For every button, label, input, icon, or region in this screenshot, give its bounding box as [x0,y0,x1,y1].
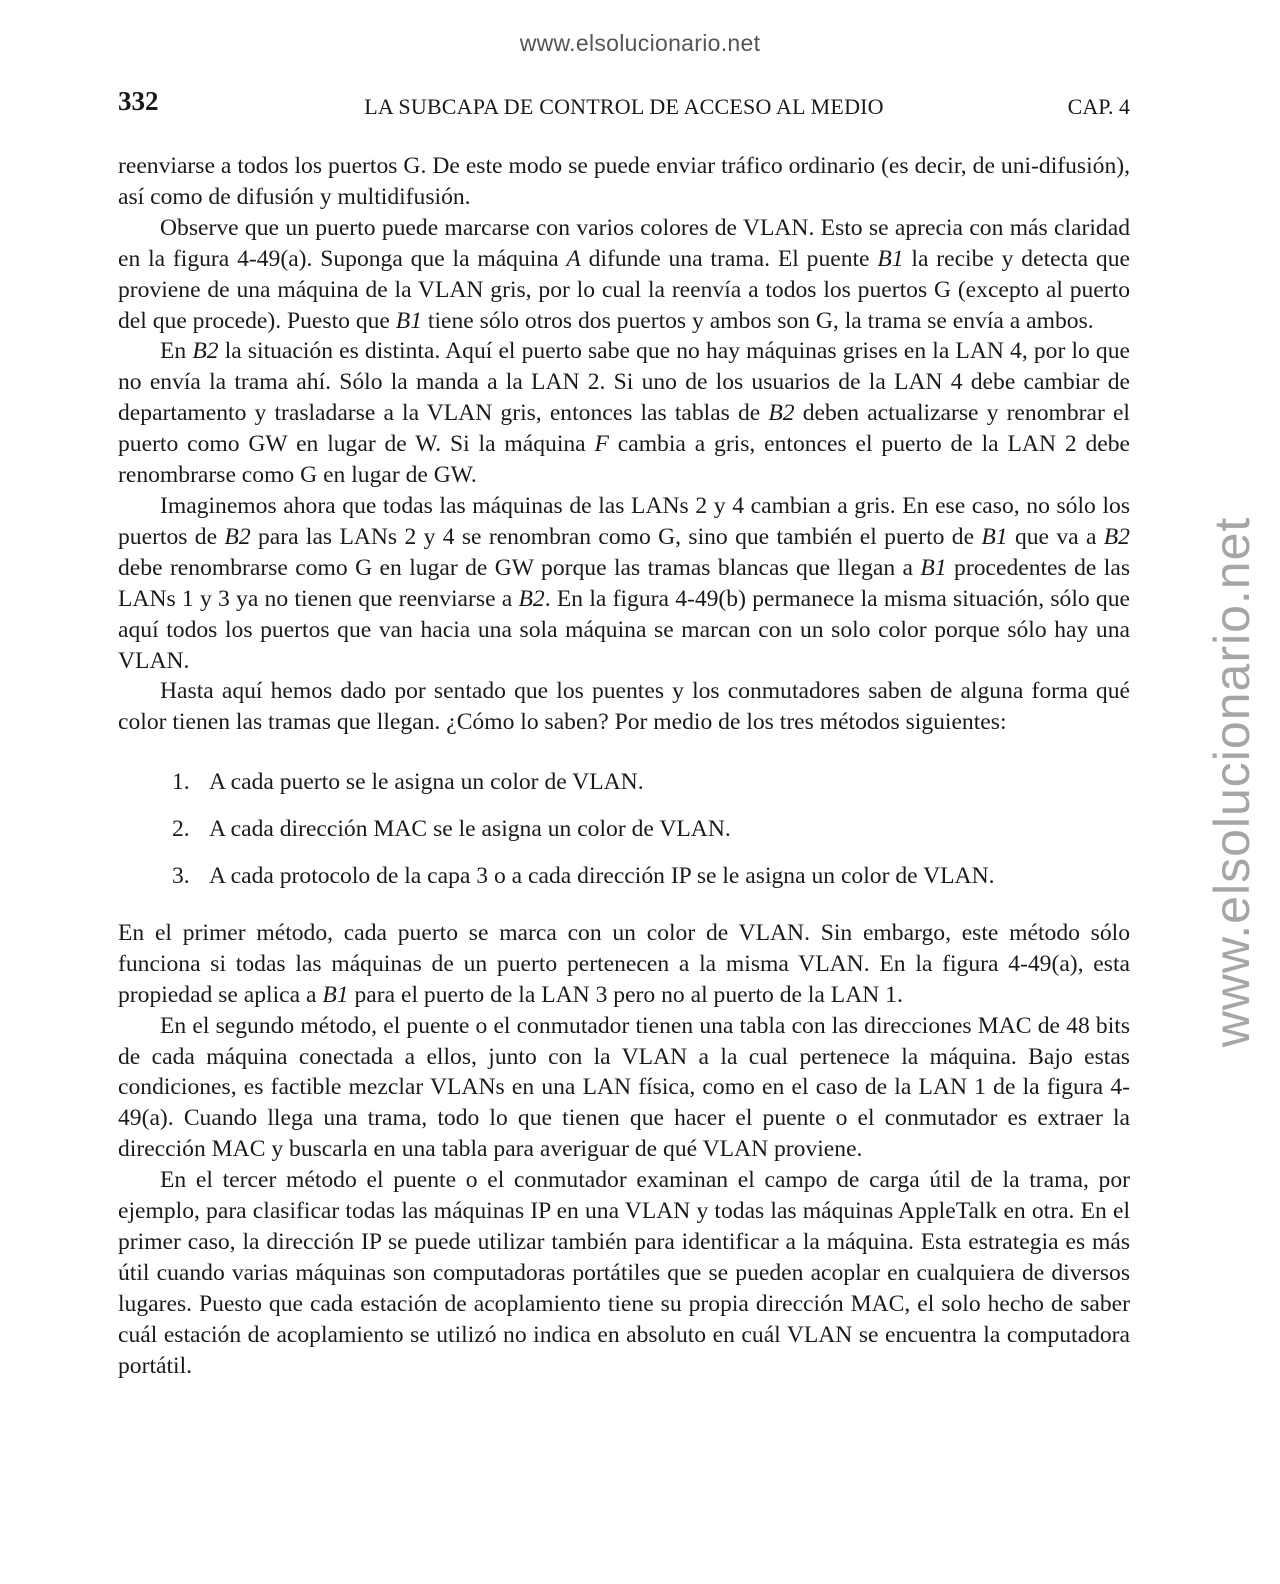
list-item: 3. A cada protocolo de la capa 3 o a cada dirección IP se le asigna un color de VLAN. [172,863,995,890]
list-item: 1. A cada puerto se le asigna un color de VLAN. [172,769,644,796]
running-head [118,86,1130,126]
page-number: 332 [118,86,159,116]
page-body [118,151,1130,1382]
methods-list [118,767,1130,892]
watermark-top: www.elsolucionario.net [519,30,761,56]
paragraph-5: Hasta aquí hemos dado por sentado que los puentes y los conmutadores saben de alguna forma qué color tienen las tramas que llegan. ¿Cómo lo saben? Por medio de los tres métodos siguientes: [118,678,1130,736]
list-item: 2. A cada dirección MAC se le asigna un color de VLAN. [172,816,731,843]
paragraph-6: En el primer método, cada puerto se marca con un color de VLAN. Sin embargo, este método sólo funciona si todas las máquinas de un puerto pertenecen a la misma VLAN. En la figura 4-49(a), esta propiedad se aplica a B1 para el puerto de la LAN 3 pero no al puerto de la LAN 1. [118,919,1130,1008]
paragraph-2: Observe que un puerto puede marcarse con varios colores de VLAN. Esto se aprecia con más claridad en la figura 4-49(a). Suponga que la máquina A difunde una trama. El puente B1 la recibe y detecta que proviene de una máquina de la VLAN gris, por lo cual la reenvía a todos los puertos G (excepto al puerto del que procede). Puesto que B1 tiene sólo otros dos puertos y ambos son G, la trama se envía a ambos. [118,214,1130,334]
chapter-ref: CAP. 4 [1067,94,1130,119]
watermark-side: www.elsolucionario.net [1204,516,1260,1048]
paragraph-8: En el tercer método el puente o el conmutador examinan el campo de carga útil de la trama, por ejemplo, para clasificar todas las máquinas IP en una VLAN y todas las máquinas AppleTalk en otra. En el primer caso, la dirección IP se puede utilizar también para identificar a la máquina. Esta estrategia es más útil cuando varias máquinas son computadoras portátiles que se pueden acoplar en cualquiera de diversos lugares. Puesto que cada estación de acoplamiento tiene su propia dirección MAC, el solo hecho de saber cuál estación de acoplamiento se utilizó no indica en absoluto en cuál VLAN se encuentra la computadora portátil. [118,1167,1130,1379]
paragraph-1: reenviarse a todos los puertos G. De este modo se puede enviar tráfico ordinario (es decir, de uni-difusión), así como de difusión y multidifusión. [118,153,1130,210]
chapter-title: LA SUBCAPA DE CONTROL DE ACCESO AL MEDIO [364,94,884,119]
paragraph-7: En el segundo método, el puente o el conmutador tienen una tabla con las direcciones MAC de 48 bits de cada máquina conectada a ellos, junto con la VLAN a la cual pertenece la máquina. Bajo estas condiciones, es factible mezclar VLANs en una LAN física, como en el caso de la LAN 1 de la figura 4-49(a). Cuando llega una trama, todo lo que tienen que hacer el puente o el conmutador es extraer la dirección MAC y buscarla en una tabla para averiguar de qué VLAN proviene. [118,1012,1130,1163]
paragraph-3: En B2 la situación es distinta. Aquí el puerto sabe que no hay máquinas grises en la LAN 4, por lo que no envía la trama ahí. Sólo la manda a la LAN 2. Si uno de los usuarios de la LAN 4 debe cambiar de departamento y trasladarse a la VLAN gris, entonces las tablas de B2 deben actualizarse y renombrar el puerto como GW en lugar de W. Si la máquina F cambia a gris, entonces el puerto de la LAN 2 debe renombrarse como G en lugar de GW. [118,338,1130,489]
paragraph-4: Imaginemos ahora que todas las máquinas de las LANs 2 y 4 cambian a gris. En ese caso, no sólo los puertos de B2 para las LANs 2 y 4 se renombran como G, sino que también el puerto de B1 que va a B2 debe renombrarse como G en lugar de GW porque las tramas blancas que llegan a B1 procedentes de las LANs 1 y 3 ya no tienen que reenviarse a B2. En la figura 4-49(b) permanece la misma situación, sólo que aquí todos los puertos que van hacia una sola máquina se marcan con un solo color porque sólo hay una VLAN. [118,492,1131,674]
